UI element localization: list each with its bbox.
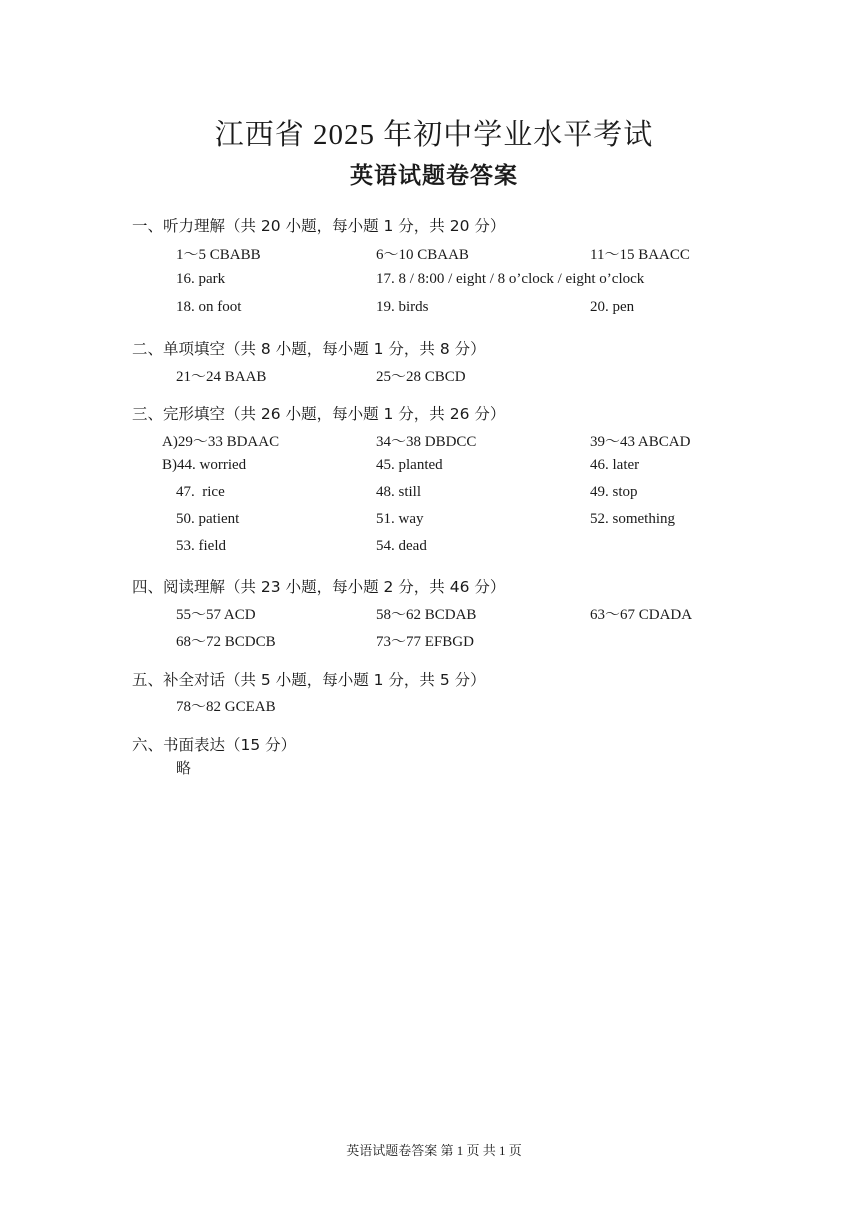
answer-item: 34～38 DBDCC [376, 434, 477, 450]
answer-item: 47. rice [176, 484, 225, 500]
answer-item: 17. 8 / 8:00 / eight / 8 o’clock / eight o’clock [376, 271, 645, 287]
answer-item: 18. on foot [176, 299, 242, 315]
writing-answer-note: 略 [176, 759, 192, 777]
answer-item: 16. park [176, 271, 226, 287]
answer-item: 52. something [590, 511, 675, 527]
answer-item: 49. stop [590, 484, 638, 500]
answer-item: 45. planted [376, 457, 443, 473]
answer-item: 68～72 BCDCB [176, 634, 276, 650]
answer-item: 21～24 BAAB [176, 369, 267, 385]
answer-item: 54. dead [376, 538, 427, 554]
section-heading: 一、听力理解（共 20 小题，每小题 1 分，共 20 分） [132, 217, 506, 235]
answer-item: 20. pen [590, 299, 635, 315]
section-heading: 五、补全对话（共 5 小题，每小题 1 分，共 5 分） [132, 671, 486, 689]
answer-item: 58～62 BCDAB [376, 607, 477, 623]
answer-item: 19. birds [376, 299, 429, 315]
answer-item: 46. later [590, 457, 640, 473]
answer-item: 53. field [176, 538, 226, 554]
answer-item: 63～67 CDADA [590, 607, 693, 623]
section-heading: 二、单项填空（共 8 小题，每小题 1 分，共 8 分） [132, 340, 486, 358]
document-title: 江西省 2025 年初中学业水平考试 [214, 119, 654, 151]
answer-item: 39～43 ABCAD [590, 434, 691, 450]
page-footer: 英语试题卷答案 第 1 页 共 1 页 [346, 1143, 522, 1158]
section-heading: 三、完形填空（共 26 小题，每小题 1 分，共 26 分） [132, 405, 506, 423]
answer-item: 78～82 GCEAB [176, 699, 276, 715]
section-heading: 六、书面表达（15 分） [132, 736, 297, 754]
section-heading: 四、阅读理解（共 23 小题，每小题 2 分，共 46 分） [132, 578, 506, 596]
answer-item: 48. still [376, 484, 422, 500]
answer-item: 50. patient [176, 511, 240, 527]
answer-item: 55～57 ACD [176, 607, 256, 623]
answer-item: 11～15 BAACC [590, 247, 690, 263]
document-subtitle: 英语试题卷答案 [350, 163, 518, 189]
answer-item: 25～28 CBCD [376, 369, 466, 385]
answer-item: 6～10 CBAAB [376, 247, 469, 263]
answer-item: 51. way [376, 511, 424, 527]
answer-item: 1～5 CBABB [176, 247, 261, 263]
answer-item: A)29～33 BDAAC [162, 434, 280, 450]
answer-item: B)44. worried [162, 457, 247, 473]
answer-item: 73～77 EFBGD [376, 634, 474, 650]
